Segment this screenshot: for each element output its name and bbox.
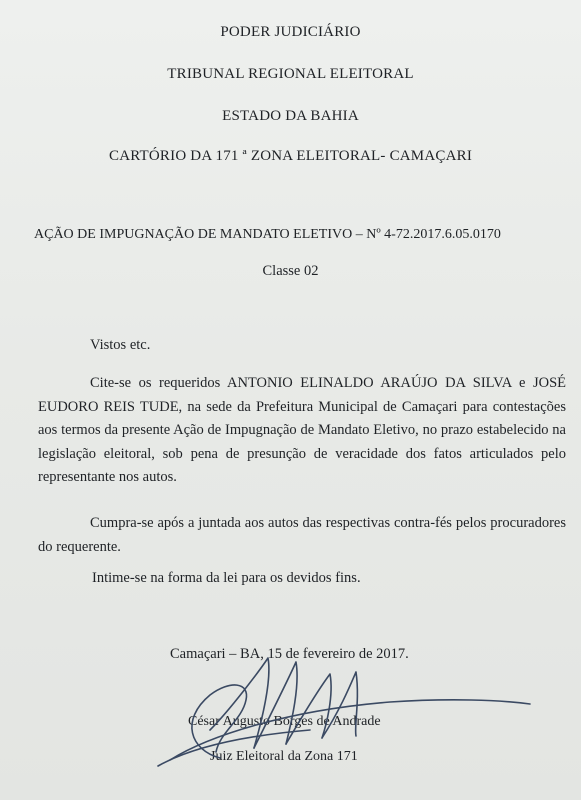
header-estado: ESTADO DA BAHIA — [222, 108, 359, 124]
header-cartorio: CARTÓRIO DA 171 ª ZONA ELEITORAL- CAMAÇARI — [108, 148, 473, 164]
citation-text: Cite-se os requeridos ANTONIO ELINALDO ARAÚJO DA SILVA e JOSÉ EUDORO REIS TUDE, na sede da Prefeitura Municipal de Camaçari para contestações aos termos da presente Ação de Impugnação de Mandato Eletivo, no prazo estabelecido na legislação eleitoral, sob pena de presunção de veracidade dos fatos articulados pelo representante nos autos. — [38, 375, 566, 485]
intime-paragraph: Intime-se na forma da lei para os devidos fins. — [92, 570, 361, 586]
header-poder-judiciario: PODER JUDICIÁRIO — [220, 24, 361, 40]
cumpra-text: Cumpra-se após a juntada aos autos das respectivas contra-fés pelos procuradores do requerente. — [38, 515, 566, 555]
vistos-text: Vistos etc. — [90, 337, 151, 353]
action-classe: Classe 02 — [262, 263, 319, 279]
judge-title: Juiz Eleitoral da Zona 171 — [210, 749, 358, 764]
judge-name: César Augusto Borges de Andrade — [188, 714, 381, 729]
action-title: AÇÃO DE IMPUGNAÇÃO DE MANDATO ELETIVO – Nº 4-72.2017.6.05.0170 — [34, 227, 501, 242]
date-line: Camaçari – BA, 15 de fevereiro de 2017. — [170, 646, 409, 662]
header-tribunal: TRIBUNAL REGIONAL ELEITORAL — [167, 66, 414, 82]
citation-paragraph — [38, 372, 566, 490]
cumpra-paragraph — [38, 512, 566, 559]
